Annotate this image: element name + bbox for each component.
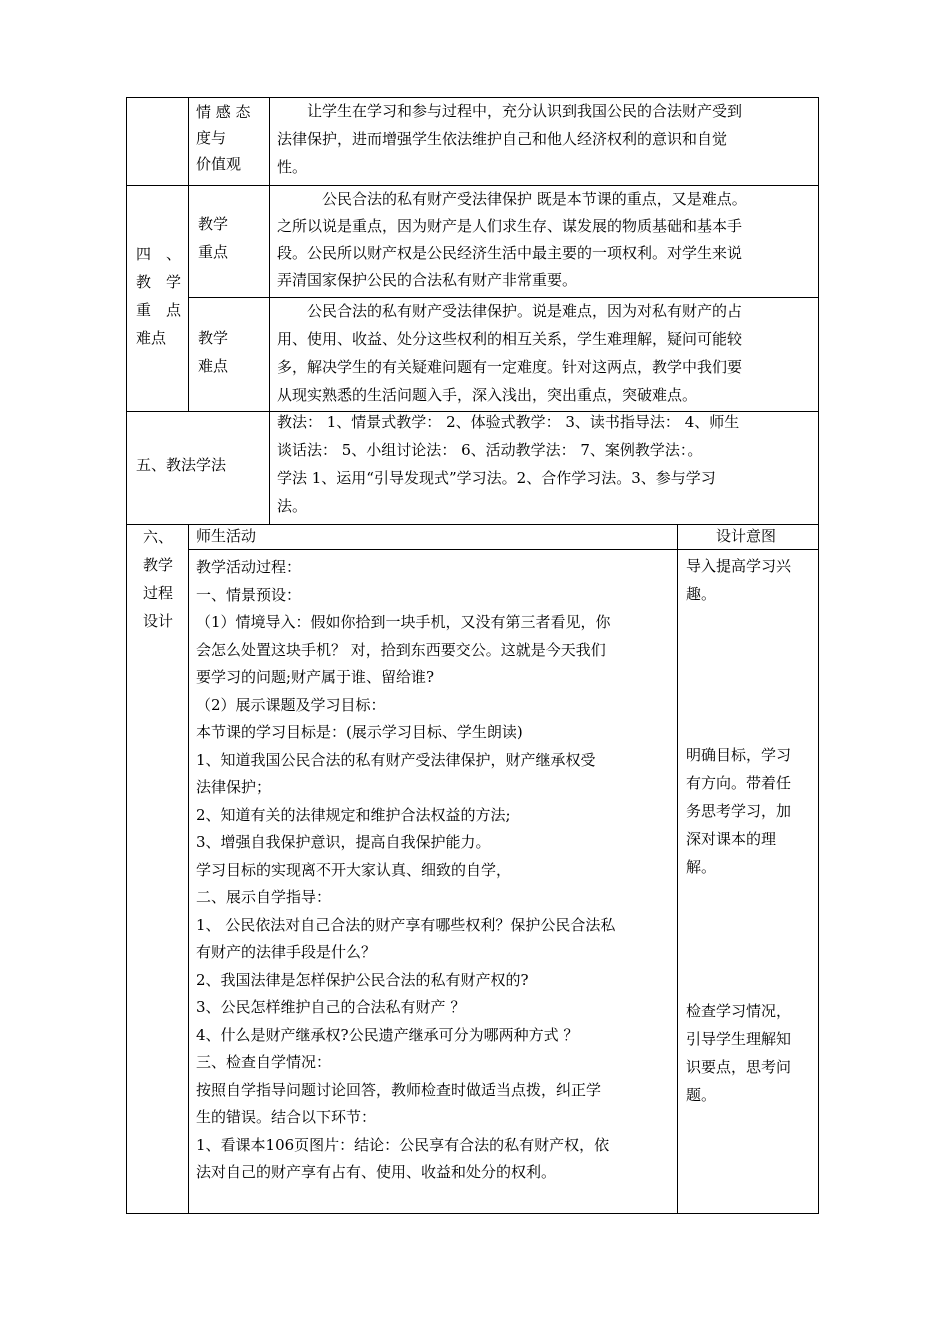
section4-label: 四 、 教 学 重 点 难点: [136, 245, 182, 347]
col-activity-header: 师生活动: [196, 527, 257, 545]
divider-content: [269, 97, 270, 525]
activity-text: 教学活动过程： 一、情景预设： （1）情境导入：假如你拾到一块手机，又没有第三者看见，你 会怎么处置这块手机？ 对，拾到东西要交公。这就是今天我们 要学习的问题;财产属于谁、留给谁? （2）展示课题及学习目标： 本节课的学习目标是：(展示学习目标、学生朗读) 1、知道我国公民合法的私有财产受法律保护，财产继承权受 法律保护； 2、知道有关的法律规定和维护合法权益的方法; 3、增强自我保护意识，提高自我保护能力。 学习目标的实现离不开大家认真、细致的自学， 二、展示自学指导： 1、 公民依法对自己合法的财产享有哪些权利？保护公民合法私 有财产的法律手段是什么？ 2、我国法律是怎样保护公民合法的私有财产权的? 3、公民怎样维护自己的合法私有财产 ？ 4、什么是财产继承权?公民遗产继承可分为哪两种方式 ？ 三、检查自学情况： 按照自学指导问题讨论回答，教师检查时做适当点拨，纠正学 生的错误。结合以下环节： 1、看课本106页图片：结论：公民享有合法的私有财产权，依 法对自己的财产享有占有、使用、收益和处分的权利。: [196, 558, 616, 1181]
focus-label: 教学 重点: [198, 215, 229, 261]
difficulty-label: 教学 难点: [198, 329, 229, 375]
table-border-bottom: [126, 1213, 819, 1214]
section5-text: 教法： 1、情景式教学： 2、体验式教学： 3、读书指导法： 4、师生 谈话法： 5、小组讨论法： 6、活动教学法： 7、案例教学法：。 学法 1、运用“引导发现式”学习法。2、合作学习法。3、参与学习 法。: [277, 413, 740, 515]
focus-text: 公民合法的私有财产受法律保护 既是本节课的重点，又是难点。 之所以说是重点，因为财产是人们求生存、谋发展的物质基础和基本手 段。公民所以财产权是公民经济生活中最主要的一项权利。对学生来说 弄清国家保护公民的合法私有财产非常重要。: [277, 190, 747, 289]
col-intent-header: 设计意图: [716, 527, 777, 545]
intent-3: 检查学习情况， 引导学生理解知 识要点，思考问 题。: [686, 1002, 792, 1104]
table-border-left: [126, 97, 127, 1214]
attitude-label: 情 感 态 度与 价值观: [196, 103, 251, 173]
table-border-right: [818, 97, 819, 1214]
difficulty-text: 公民合法的私有财产受法律保护。说是难点，因为对私有财产的占 用、使用、收益、处分这些权利的相互关系，学生难理解，疑问可能较 多，解决学生的有关疑难问题有一定难度。针对这两点，教学中我们要 从现实熟悉的生活问题入手，深入浅出，突出重点，突破难点。: [277, 302, 743, 404]
divider-intent: [677, 524, 678, 1214]
intent-2: 明确目标，学习 有方向。带着任 务思考学习，加 深对课本的理 解。: [686, 746, 792, 876]
divider-subhead: [188, 97, 189, 411]
divider-process: [188, 524, 189, 1214]
intent-1: 导入提高学习兴 趣。: [686, 557, 792, 603]
attitude-text: 让学生在学习和参与过程中，充分认识到我国公民的合法财产受到 法律保护，进而增强学生依法维护自己和他人经济权利的意识和自觉 性。: [277, 102, 743, 176]
divider-process-header: [188, 549, 819, 550]
section6-label: 六、 教学 过程 设计: [143, 528, 174, 630]
section5-label: 五、教法学法: [136, 456, 227, 474]
